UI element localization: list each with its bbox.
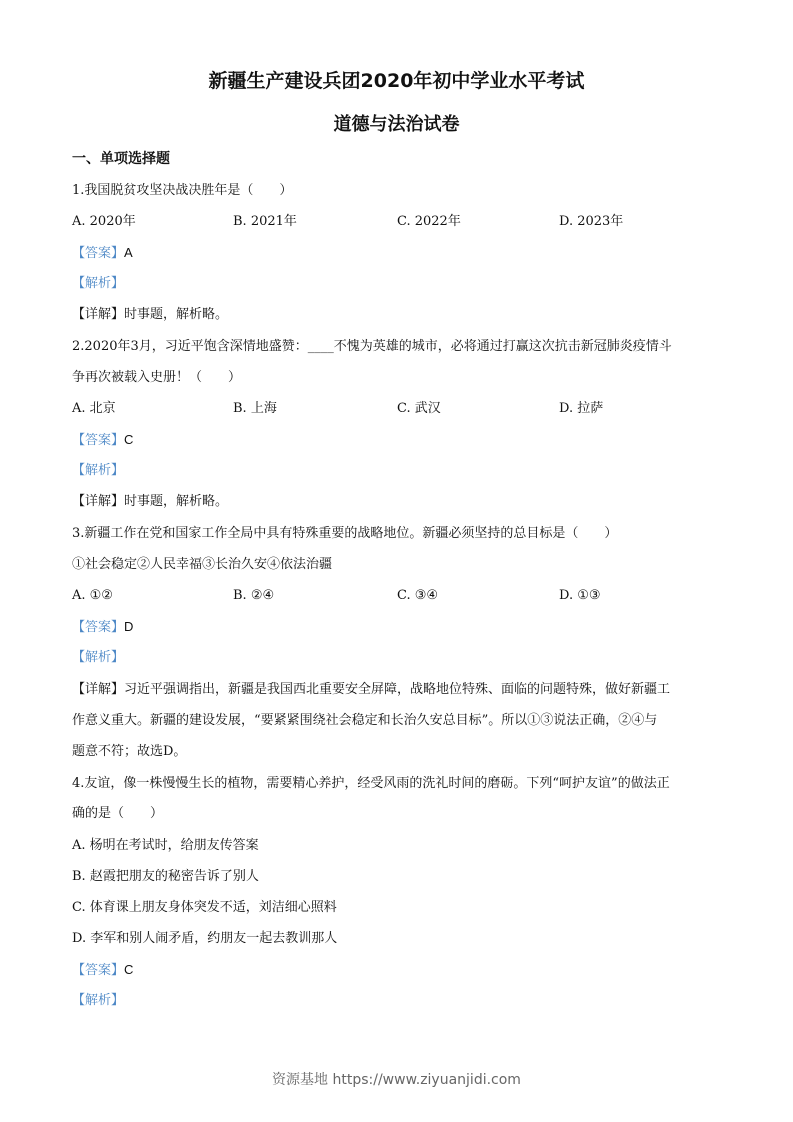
option-b: B. ②④ [233, 588, 275, 603]
option-b: B. 上海 [233, 401, 277, 416]
answer-value: C [124, 432, 134, 447]
answer-label: 【答案】 [72, 620, 125, 635]
exam-title: 新疆生产建设兵团2020年初中学业水平考试 [208, 70, 585, 92]
question-3-stem: 3.新疆工作在党和国家工作全局中具有特殊重要的战略地位。新疆必须坚持的总目标是（ ） [72, 526, 618, 541]
footer-watermark: 资源基地 https://www.ziyuanjidi.com [272, 1072, 521, 1088]
detail-label: 【详解】 [72, 682, 125, 697]
answer-label: 【答案】 [72, 433, 125, 448]
question-1-detail [72, 306, 228, 324]
option-c: C. 体育课上朋友身体突发不适，刘洁细心照料 [72, 900, 337, 915]
option-a: A. ①② [72, 588, 113, 603]
answer-label: 【答案】 [72, 963, 125, 978]
question-2-stem-line-1: 2.2020年3月，习近平饱含深情地盛赞：____不愧为英雄的城市，必将通过打赢这次抗击新冠肺炎疫情斗 [72, 339, 672, 354]
analysis-label: 【解析】 [72, 276, 125, 291]
answer-value: A [124, 245, 133, 260]
question-3-detail-line-1 [72, 681, 670, 699]
option-a: A. 北京 [72, 401, 116, 416]
answer-label: 【答案】 [72, 246, 125, 261]
option-c: C. ③④ [397, 588, 439, 603]
exam-subtitle: 道德与法治试卷 [333, 114, 460, 135]
question-1-stem: 1.我国脱贫攻坚决战决胜年是（ ） [72, 183, 293, 198]
question-3-detail-line-2: 作意义重大。新疆的建设发展，“要紧紧围绕社会稳定和长治久安总目标”。所以①③说法正确，②④与 [72, 713, 658, 728]
analysis-label: 【解析】 [72, 463, 125, 478]
question-1-answer [72, 244, 133, 263]
question-3-answer [72, 618, 133, 637]
detail-label: 【详解】 [72, 307, 125, 322]
question-4-stem-line-2: 确的是（ ） [72, 806, 164, 821]
question-3-items: ①社会稳定②人民幸福③长治久安④依法治疆 [72, 557, 333, 572]
option-d: D. 拉萨 [559, 401, 604, 416]
section-heading: 一、单项选择题 [72, 151, 170, 167]
detail-label: 【详解】 [72, 494, 125, 509]
option-d: D. 2023年 [559, 214, 624, 229]
question-3-detail-line-3: 题意不符；故选D。 [72, 744, 187, 759]
question-4-stem-line-1: 4.友谊，像一株慢慢生长的植物，需要精心养护，经受风雨的洗礼时间的磨砺。下列“呵护友谊”的做法正 [72, 776, 670, 791]
answer-value: D [124, 619, 134, 634]
option-a: A. 杨明在考试时，给朋友传答案 [72, 838, 259, 853]
question-2-answer [72, 431, 133, 450]
option-a: A. 2020年 [72, 214, 136, 229]
option-d: D. 李军和别人闹矛盾，约朋友一起去教训那人 [72, 931, 338, 946]
detail-text: 时事题，解析略。 [124, 307, 229, 322]
option-c: C. 2022年 [397, 214, 461, 229]
option-b: B. 2021年 [233, 214, 297, 229]
option-d: D. ①③ [559, 588, 601, 603]
question-2-detail [72, 493, 228, 511]
analysis-label: 【解析】 [72, 650, 125, 665]
option-b: B. 赵霞把朋友的秘密告诉了别人 [72, 869, 259, 884]
detail-text: 时事题，解析略。 [124, 494, 229, 509]
question-2-stem-line-2: 争再次被载入史册！（ ） [72, 370, 242, 385]
answer-value: C [124, 962, 134, 977]
analysis-label: 【解析】 [72, 993, 125, 1008]
question-4-answer [72, 961, 133, 980]
detail-text: 习近平强调指出，新疆是我国西北重要安全屏障，战略地位特殊、面临的问题特殊，做好新疆工 [124, 682, 671, 697]
option-c: C. 武汉 [397, 401, 441, 416]
